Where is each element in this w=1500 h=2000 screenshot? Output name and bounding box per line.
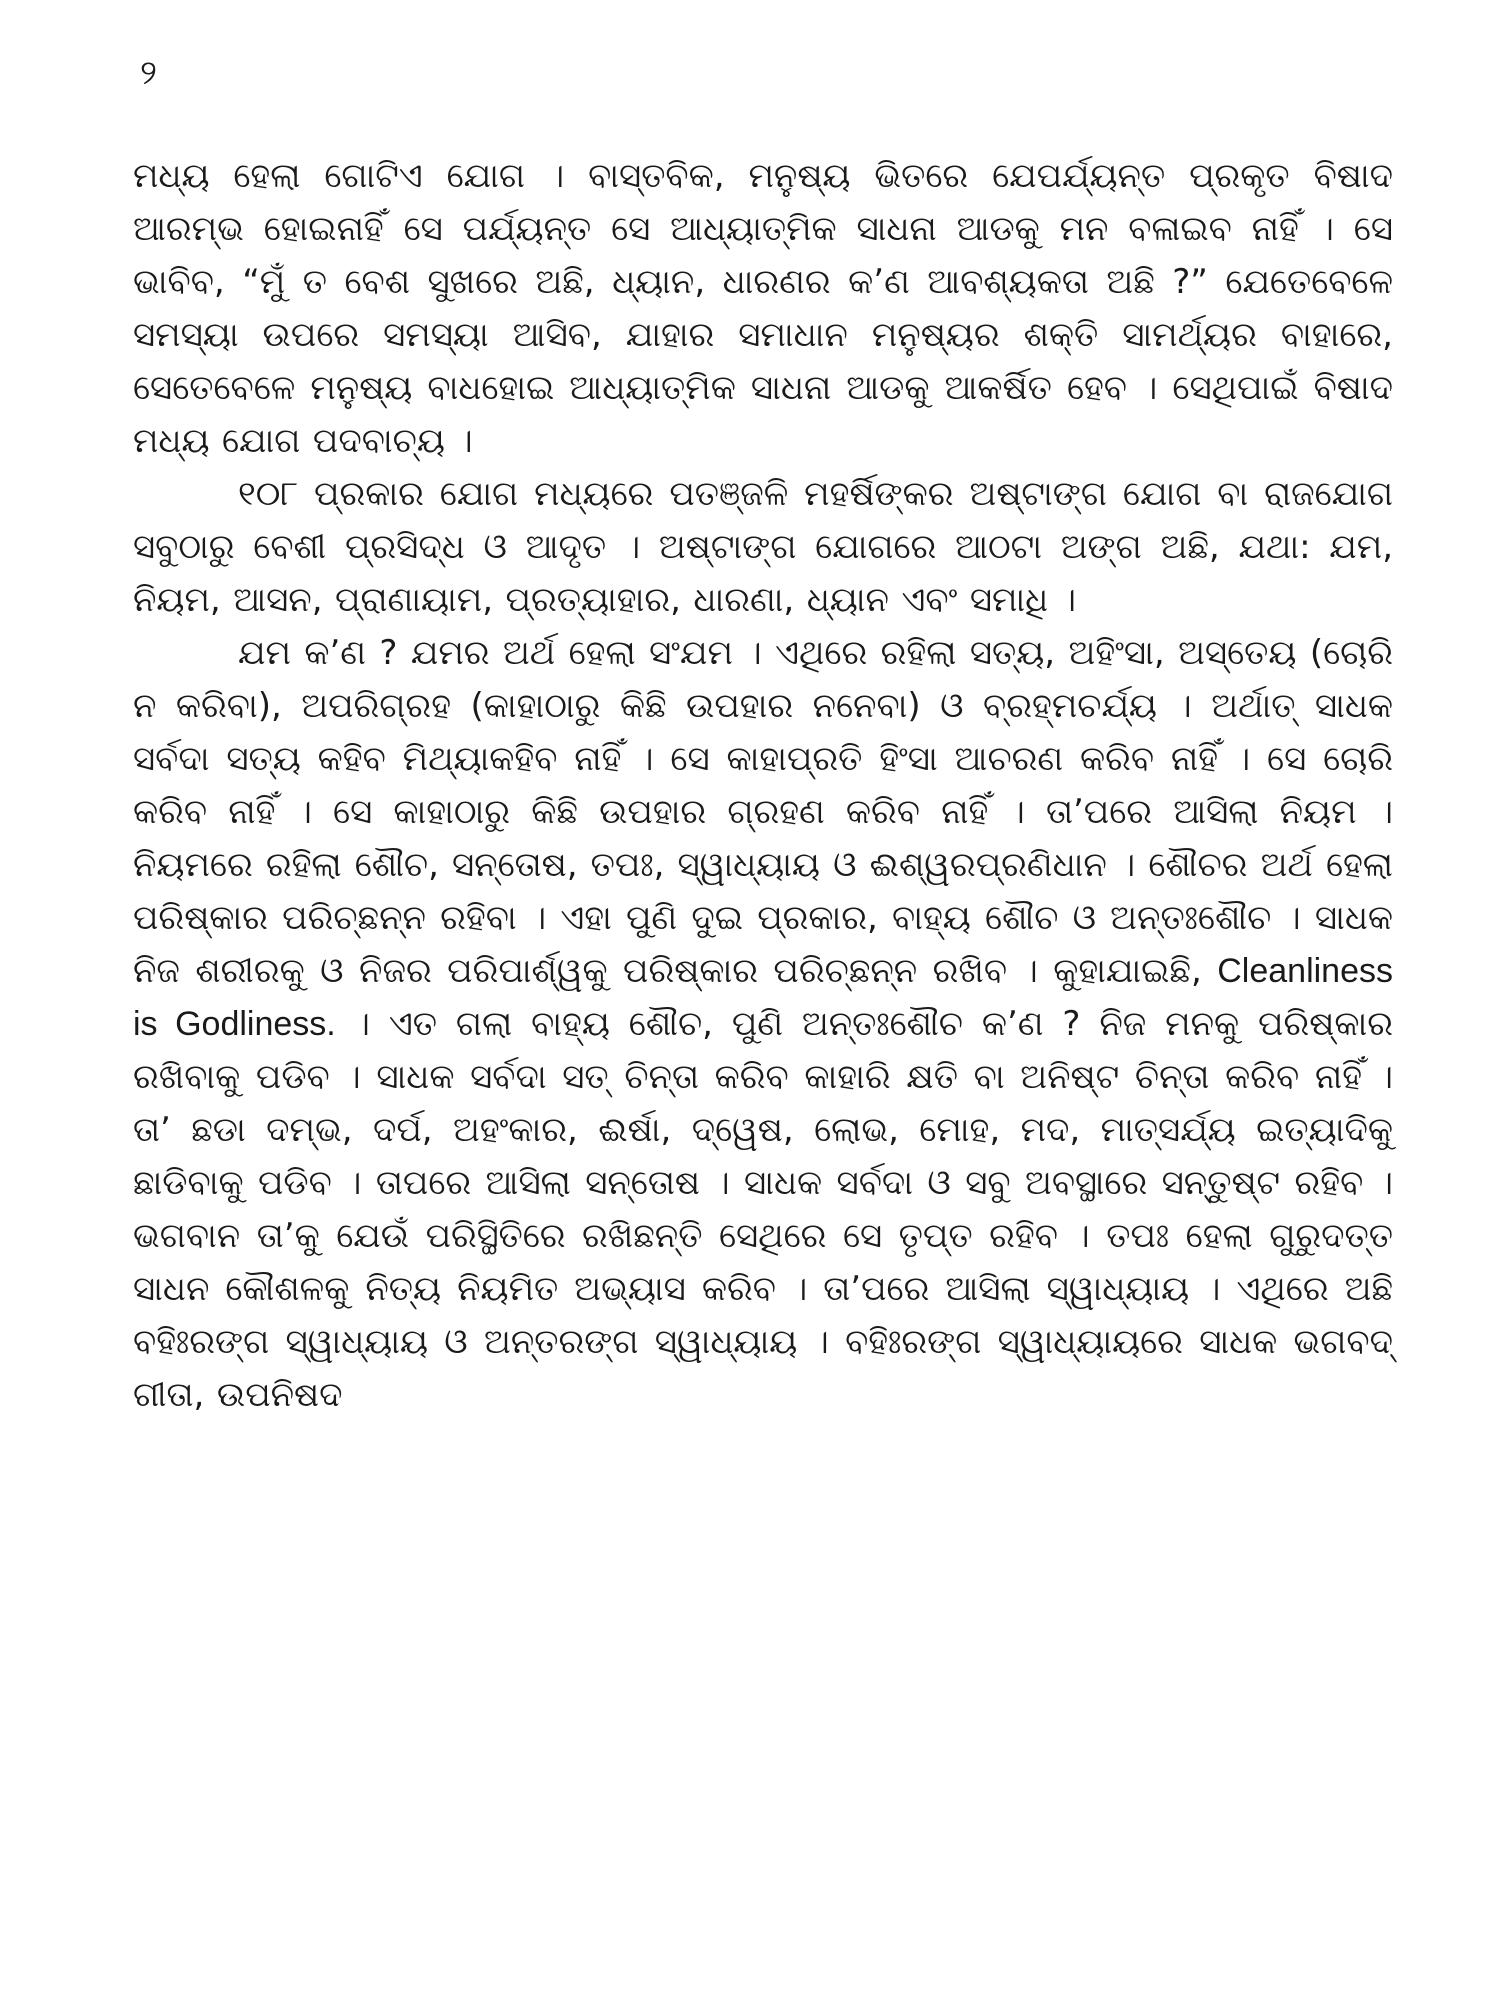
- paragraph-ashtanga-yoga: ୧୦୮ ପ୍ରକାର ଯୋଗ ମଧ୍ୟରେ ପତଞ୍ଜଳି ମହର୍ଷିଙ୍କର ଅଷ୍ଟାଙ୍ଗ ଯୋଗ ବା ରାଜଯୋଗ ସବୁଠାରୁ ବେଶୀ ପ୍ରସିଦ୍ଧ ଓ ଆଦୃତ । ଅଷ୍ଟାଙ୍ଗ ଯୋଗରେ ଆଠଟା ଅଙ୍ଗ ଅଛି, ଯଥା: ଯମ, ନିୟମ, ଆସନ, ପ୍ରାଣାୟାମ, ପ୍ରତ୍ୟାହାର, ଧାରଣା, ଧ୍ୟାନ ଏବଂ ସମାଧି ।: [133, 474, 1393, 620]
- paragraph-yama-text-after: । ଏତ ଗଲା ବାହ୍ୟ ଶୌଚ, ପୁଣି ଅନ୍ତଃଶୌଚ କ’ଣ ? ନିଜ ମନକୁ ପରିଷ୍କାର ରଖିବାକୁ ପଡିବ । ସାଧକ ସର୍ବଦା ସତ୍ ଚିନ୍ତା କରିବ କାହାରି କ୍ଷତି ବା ଅନିଷ୍ଟ ଚିନ୍ତା କରିବ ନାହିଁ । ତା’ ଛଡା ଦମ୍ଭ, ଦର୍ପ, ଅହଂକାର, ଈର୍ଷା, ଦ୍ୱେଷ, ଲୋଭ, ମୋହ, ମଦ, ମାତ୍ସର୍ଯ୍ୟ ଇତ୍ୟାଦିକୁ ଛାଡିବାକୁ ପଡିବ । ତାପରେ ଆସିଲା ସନ୍ତୋଷ । ସାଧକ ସର୍ବଦା ଓ ସବୁ ଅବସ୍ଥାରେ ସନ୍ତୁଷ୍ଟ ରହିବ । ଭଗବାନ ତା’କୁ ଯେଉଁ ପରିସ୍ଥିତିରେ ରଖିଛନ୍ତି ସେଥିରେ ସେ ତୃପ୍ତ ରହିବ । ତପଃ ହେଲା ଗୁରୁଦତ୍ତ ସାଧନ କୌଶଳକୁ ନିତ୍ୟ ନିୟମିତ ଅଭ୍ୟାସ କରିବ । ତା’ପରେ ଆସିଲା ସ୍ୱାଧ୍ୟାୟ । ଏଥିରେ ଅଛି ବହିଃରଙ୍ଗ ସ୍ୱାଧ୍ୟାୟ ଓ ଅନ୍ତରଙ୍ଗ ସ୍ୱାଧ୍ୟାୟ । ବହିଃରଙ୍ଗ ସ୍ୱାଧ୍ୟାୟରେ ସାଧକ ଭଗବଦ୍ ଗୀତା, ଉପନିଷଦ: [133, 1004, 1393, 1415]
- paragraph-vishada: ମଧ୍ୟ ହେଲା ଗୋଟିଏ ଯୋଗ । ବାସ୍ତବିକ, ମନୁଷ୍ୟ ଭିତରେ ଯେପର୍ଯ୍ୟନ୍ତ ପ୍ରକୃତ ବିଷାଦ ଆରମ୍ଭ ହୋଇନାହିଁ ସେ ପର୍ଯ୍ୟନ୍ତ ସେ ଆଧ୍ୟାତ୍ମିକ ସାଧନା ଆଡକୁ ମନ ବଳାଇବ ନାହିଁ । ସେ ଭାବିବ, “ମୁଁ ତ ବେଶ ସୁଖରେ ଅଛି, ଧ୍ୟାନ, ଧାରଣର କ’ଣ ଆବଶ୍ୟକତା ଅଛି ?” ଯେତେବେଳେ ସମସ୍ୟା ଉପରେ ସମସ୍ୟା ଆସିବ, ଯାହାର ସମାଧାନ ମନୁଷ୍ୟର ଶକ୍ତି ସାମର୍ଥ୍ୟର ବାହାରେ, ସେତେବେଳେ ମନୁଷ୍ୟ ବାଧହୋଇ ଆଧ୍ୟାତ୍ମିକ ସାଧନା ଆଡକୁ ଆକର୍ଷିତ ହେବ । ସେଥିପାଇଁ ବିଷାଦ ମଧ୍ୟ ଯୋଗ ପଦବାଚ୍ୟ ।: [133, 156, 1393, 461]
- page-number: ୨: [140, 53, 157, 93]
- paragraph-yama-niyama: [133, 627, 1393, 1422]
- english-quote: Cleanliness is Godliness.: [133, 952, 1393, 1043]
- body-text: [133, 150, 1393, 1422]
- paragraph-yama-text-before: ଯମ କ’ଣ ? ଯମର ଅର୍ଥ ହେଲା ସଂଯମ । ଏଥିରେ ରହିଲା ସତ୍ୟ, ଅହିଂସା, ଅସ୍ତେୟ (ଚୋରି ନ କରିବା), ଅପରିଗ୍ରହ (କାହାଠାରୁ କିଛି ଉପହାର ନନେବା) ଓ ବ୍ରହ୍ମଚର୍ଯ୍ୟ । ଅର୍ଥାତ୍ ସାଧକ ସର୍ବଦା ସତ୍ୟ କହିବ ମିଥ୍ୟାକହିବ ନାହିଁ । ସେ କାହାପ୍ରତି ହିଂସା ଆଚରଣ କରିବ ନାହିଁ । ସେ ଚୋରି କରିବ ନାହିଁ । ସେ କାହାଠାରୁ କିଛି ଉପହାର ଗ୍ରହଣ କରିବ ନାହିଁ । ତା’ପରେ ଆସିଲା ନିୟମ । ନିୟମରେ ରହିଲା ଶୌଚ, ସନ୍ତୋଷ, ତପଃ, ସ୍ୱାଧ୍ୟାୟ ଓ ଈଶ୍ୱରପ୍ରଣିଧାନ । ଶୌଚର ଅର୍ଥ ହେଲା ପରିଷ୍କାର ପରିଚ୍ଛନ୍ନ ରହିବା । ଏହା ପୁଣି ଦୁଇ ପ୍ରକାର, ବାହ୍ୟ ଶୌଚ ଓ ଅନ୍ତଃଶୌଚ । ସାଧକ ନିଜ ଶରୀରକୁ ଓ ନିଜର ପରିପାର୍ଶ୍ୱକୁ ପରିଷ୍କାର ପରିଚ୍ଛନ୍ନ ରଖିବ । କୁହାଯାଇଛି,: [133, 633, 1393, 991]
